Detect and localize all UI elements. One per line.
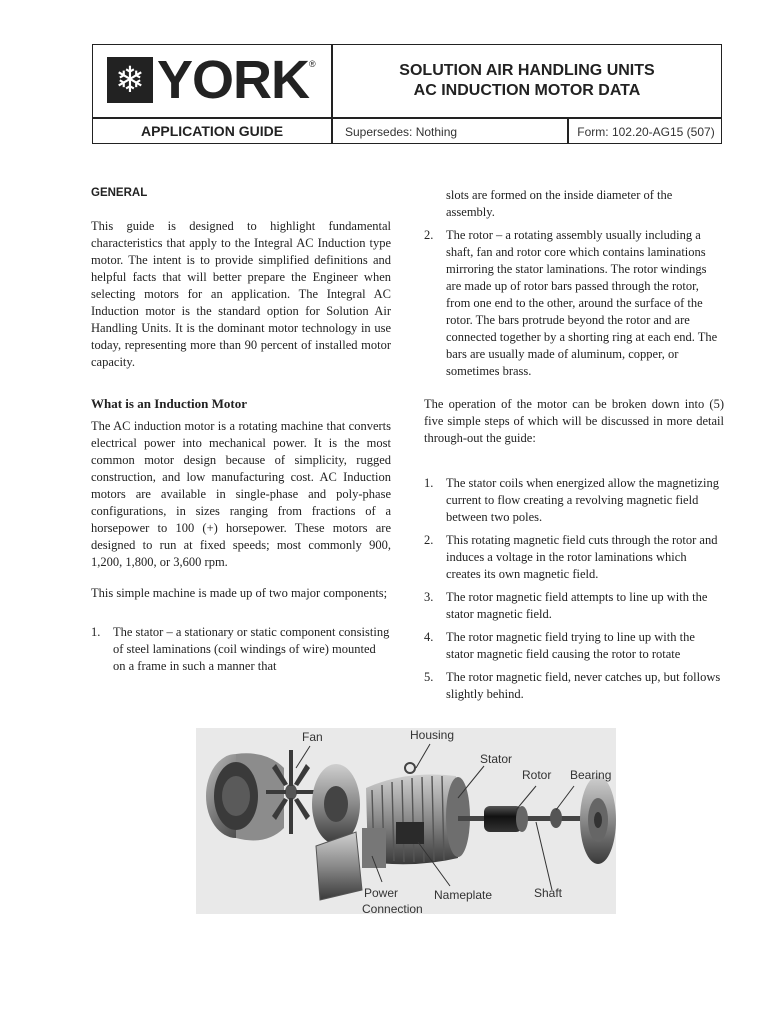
step-item — [424, 475, 724, 526]
induction-motor-heading: What is an Induction Motor — [91, 396, 248, 411]
end-shield — [580, 776, 616, 864]
operation-paragraph: The operation of the motor can be broken down into (5) five simple steps of which will be discussed in more detail through-out the guide: — [424, 397, 724, 445]
list-text: The stator – a stationary or static component consisting of steel laminations (coil windings of wire) mounted on a frame in such a manner that — [113, 625, 390, 673]
form-number: Form: 102.20-AG15 (507) — [577, 125, 715, 139]
bearing-label: Bearing — [570, 768, 612, 782]
step-number: 3. — [424, 590, 434, 604]
step-number: 5. — [424, 670, 434, 684]
fan-label: Fan — [302, 730, 323, 744]
induction-motor-paragraph: The AC induction motor is a rotating machine that converts electrical power into mechanical power. It is the most common motor design because of simplicity, rugged construction, and low manufacturing cost. AC Induction motors are available in single-phase and poly-phase configurations, in sizes ranging from fractions of a horsepower to 100 (+) horsepower. These motors are designed to run at fixed speeds; most commonly 900, 1,200, 1,800, or 3,600 rpm. — [91, 419, 391, 569]
list-item — [91, 624, 391, 675]
list-item — [424, 227, 724, 380]
step-item — [424, 589, 724, 623]
rotor-label: Rotor — [522, 768, 552, 782]
fan-cover — [206, 753, 284, 840]
step-number: 4. — [424, 630, 434, 644]
step-item — [424, 532, 724, 583]
housing-label: Housing — [410, 728, 455, 742]
rotor — [484, 806, 528, 832]
connection-label: Connection — [362, 902, 423, 916]
step-text: The rotor magnetic field attempts to line up with the stator magnetic field. — [446, 590, 708, 621]
york-logo — [107, 50, 316, 110]
step-text: This rotating magnetic field cuts through the rotor and induces a voltage in the rotor laminations which creates its own magnetic field. — [446, 533, 718, 581]
list-number: 2. — [424, 228, 434, 242]
general-paragraph: This guide is designed to highlight fundamental characteristics that apply to the Integral AC Induction type motor. The intent is to provide simplified definitions and helpful facts that will better prepare the Engineer when selecting motors for an application. The Integral AC Induction motor is the standard option for Solution Air Handling Units. It is the dominant motor technology in use today, representing more than 90 percent of installed motor capacity. — [91, 219, 391, 369]
motor-exploded-figure — [196, 728, 616, 914]
stator-label: Stator — [480, 752, 513, 766]
end-bell — [312, 764, 360, 844]
title-line-1: SOLUTION AIR HANDLING UNITS — [399, 62, 655, 79]
nameplate-label: Nameplate — [434, 888, 493, 902]
application-guide-label: APPLICATION GUIDE — [140, 123, 284, 139]
supersedes-label: Supersedes: Nothing — [345, 125, 458, 139]
title-line-2: AC INDUCTION MOTOR DATA — [413, 82, 641, 99]
logo-text: YORK — [157, 50, 310, 110]
power-label: Power — [364, 886, 399, 900]
step-number: 1. — [424, 476, 434, 490]
components-paragraph: This simple machine is made up of two major components; — [91, 586, 388, 600]
bearing — [550, 808, 562, 828]
snowflake-icon: ❄ — [107, 57, 153, 103]
nameplate — [396, 822, 424, 844]
general-heading: GENERAL — [91, 187, 148, 199]
step-text: The stator coils when energized allow the magnetizing current to flow creating a revolving magnetic field between two poles. — [446, 476, 719, 524]
step-item — [424, 629, 724, 663]
step-item — [424, 669, 724, 703]
list-continuation: slots are formed on the inside diameter of the assembly. — [446, 188, 673, 219]
step-text: The rotor magnetic field, never catches up, but follows slightly behind. — [446, 670, 721, 701]
header-divider — [567, 117, 569, 144]
right-column — [424, 187, 724, 709]
document-title — [333, 61, 721, 101]
header-box — [92, 44, 722, 144]
step-text: The rotor magnetic field trying to line up with the stator magnetic field causing the rotor to rotate — [446, 630, 695, 661]
list-text: The rotor – a rotating assembly usually including a shaft, fan and rotor core which contains laminations mirroring the stator laminations. The rotor windings are made up of rotor bars passed through the rotor, from one end to the other, around the surface of the rotor. The bars protrude beyond the rotor and are connected together by a shorting ring at each end. The bars are usually made of aluminum, copper, or sometimes brass. — [446, 228, 718, 378]
registered-mark: ® — [309, 59, 316, 69]
step-number: 2. — [424, 533, 434, 547]
shaft-label: Shaft — [534, 886, 563, 900]
list-number: 1. — [91, 625, 101, 639]
left-column — [91, 185, 391, 681]
